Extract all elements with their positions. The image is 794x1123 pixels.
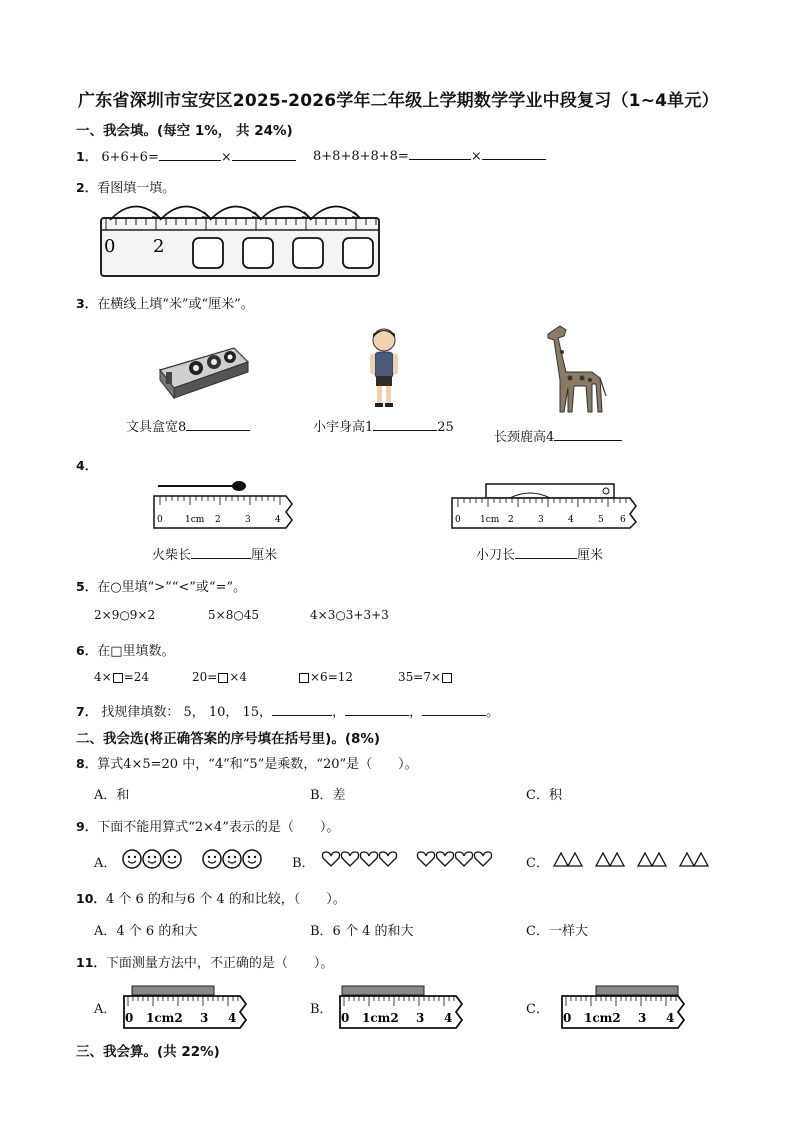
knife-ruler xyxy=(450,480,646,532)
number-line-ruler xyxy=(100,200,382,280)
section-heading-fill: 一、我会填。(每空 1%， 共 24%) xyxy=(76,123,293,139)
answer-blank[interactable] xyxy=(409,147,471,160)
option-a[interactable]: A． xyxy=(94,1002,117,1017)
answer-box[interactable] xyxy=(243,238,273,268)
section-heading-calc: 三、我会算。(共 22%) xyxy=(76,1044,220,1060)
option-b[interactable]: B． xyxy=(292,856,315,871)
question-9: 9．下面不能用算式“2×4”表示的是（ ）。 xyxy=(76,819,340,835)
heart-icon xyxy=(417,852,434,866)
triangle-icon xyxy=(638,853,652,866)
ruler-tick-label: 6 xyxy=(620,515,626,525)
option-b[interactable]: B． xyxy=(310,1002,333,1017)
heart-icon xyxy=(322,852,339,866)
measured-bar xyxy=(342,986,424,995)
smiley-face-icon xyxy=(143,850,161,868)
ruler-tick-label: 0 xyxy=(455,515,461,525)
answer-blank[interactable] xyxy=(554,428,622,441)
q4-item-knife: 小刀长 厘米 xyxy=(476,548,604,563)
smiley-face-icon xyxy=(123,850,141,868)
q3-item-pencilcase: 文具盒宽8 xyxy=(126,416,250,435)
question-10: 10．4 个 6 的和与6 个 4 的和比较，（ ）。 xyxy=(76,891,346,907)
answer-blank[interactable] xyxy=(482,147,546,160)
answer-box[interactable] xyxy=(113,673,123,683)
answer-blank[interactable] xyxy=(186,418,250,431)
match-ruler xyxy=(152,476,298,532)
answer-blank[interactable] xyxy=(345,703,409,716)
heart-icon xyxy=(436,852,453,866)
smiley-faces-group xyxy=(122,848,264,870)
answer-blank[interactable] xyxy=(373,418,437,431)
triangles-group xyxy=(552,850,712,868)
ruler-tick-label: 4 xyxy=(228,1011,237,1025)
ruler-tick-label: 3 xyxy=(638,1011,647,1025)
q4-item-match: 火柴长 厘米 xyxy=(152,548,278,563)
ruler-tick-label: 1cm xyxy=(185,515,205,525)
option-c[interactable]: C．一样大 xyxy=(526,924,588,939)
answer-box[interactable] xyxy=(299,673,309,683)
ruler-tick-label: 0 xyxy=(125,1011,134,1025)
ruler-tick-label: 1cm2 xyxy=(362,1011,399,1025)
ruler-tick-label: 4 xyxy=(666,1011,675,1025)
question-2: 2．看图填一填。 xyxy=(76,180,176,196)
q6-item: 35=7× xyxy=(398,670,453,684)
ruler-tick-label: 3 xyxy=(416,1011,425,1025)
triangle-icon xyxy=(652,853,666,866)
heart-icon xyxy=(341,852,358,866)
answer-box[interactable] xyxy=(218,673,228,683)
answer-blank[interactable] xyxy=(515,546,577,559)
question-3: 3．在横线上填“米”或“厘米”。 xyxy=(76,296,254,312)
ruler-tick-label: 3 xyxy=(245,515,251,525)
option-b[interactable]: B．差 xyxy=(310,788,346,803)
measure-ruler-a xyxy=(122,984,254,1030)
answer-blank[interactable] xyxy=(159,148,221,161)
option-c[interactable]: C． xyxy=(526,1002,549,1017)
smiley-face-icon xyxy=(203,850,221,868)
option-c[interactable]: C． xyxy=(526,856,549,871)
smiley-face-icon xyxy=(163,850,181,868)
ruler-tick-label: 3 xyxy=(538,515,544,525)
ruler-label-0: 0 xyxy=(104,236,116,257)
ruler-tick-label: 0 xyxy=(563,1011,572,1025)
ruler-tick-label: 1cm xyxy=(480,515,500,525)
measure-ruler-c xyxy=(560,984,692,1030)
ruler-tick-label: 2 xyxy=(215,515,221,525)
question-5: 5．在○里填“>”“<”或“=”。 xyxy=(76,579,247,595)
option-a[interactable]: A． xyxy=(94,856,117,871)
triangle-icon xyxy=(610,853,624,866)
smiley-face-icon xyxy=(223,850,241,868)
smiley-face-icon xyxy=(243,850,261,868)
answer-box[interactable] xyxy=(343,238,373,268)
ruler-tick-label: 4 xyxy=(568,515,574,525)
match-head xyxy=(232,481,246,491)
answer-blank[interactable] xyxy=(191,546,251,559)
question-1: 1． 6+6+6= × xyxy=(76,147,296,165)
q3-item-boy: 小宇身高1 25 xyxy=(313,420,454,435)
triangle-icon xyxy=(680,853,694,866)
ruler-tick-label: 0 xyxy=(341,1011,350,1025)
ruler-label-2: 2 xyxy=(153,236,165,257)
q5-item[interactable]: 2×9○9×2 xyxy=(94,608,156,622)
ruler-tick-label: 5 xyxy=(598,515,604,525)
heart-icon xyxy=(455,852,472,866)
q5-item[interactable]: 4×3○3+3+3 xyxy=(310,608,389,622)
measured-bar xyxy=(132,986,214,995)
q6-item: 20= ×4 xyxy=(192,670,248,684)
measure-ruler-b xyxy=(338,984,470,1030)
triangle-icon xyxy=(568,853,582,866)
ruler-tick-label: 0 xyxy=(157,515,163,525)
giraffe-image xyxy=(540,322,610,414)
ruler-tick-label: 1cm2 xyxy=(584,1011,621,1025)
q6-item: 4× =24 xyxy=(94,670,150,684)
triangle-icon xyxy=(694,853,708,866)
q5-item[interactable]: 5×8○45 xyxy=(208,608,260,622)
triangle-icon xyxy=(596,853,610,866)
knife-blade xyxy=(486,484,614,498)
ruler-tick-label: 3 xyxy=(200,1011,209,1025)
question-11: 11．下面测量方法中，不正确的是（ ）。 xyxy=(76,955,334,971)
ruler-tick-label: 4 xyxy=(275,515,281,525)
pencil-case-image xyxy=(156,340,252,400)
question-8: 8．算式4×5=20 中，“4”和“5”是乘数，“20”是（ ）。 xyxy=(76,756,418,772)
heart-icon xyxy=(360,852,377,866)
answer-box[interactable] xyxy=(193,238,223,268)
answer-box[interactable] xyxy=(442,673,452,683)
answer-blank[interactable] xyxy=(232,148,296,161)
boy-image xyxy=(366,326,402,410)
heart-icon xyxy=(474,852,491,866)
section-heading-choose: 二、我会选(将正确答案的序号填在括号里)。(8%) xyxy=(76,731,381,747)
answer-blank[interactable] xyxy=(272,703,332,716)
page-title: 广东省深圳市宝安区2025-2026学年二年级上学期数学学业中段复习（1~4单元） xyxy=(78,91,719,111)
ruler-tick-label: 4 xyxy=(444,1011,453,1025)
ruler-tick-label: 2 xyxy=(508,515,514,525)
hearts-group xyxy=(320,850,496,868)
option-a[interactable]: A．4 个 6 的和大 xyxy=(94,924,198,939)
q6-item: ×6=12 xyxy=(298,670,353,684)
question-1b: 8+8+8+8+8= × xyxy=(313,147,546,164)
question-4: 4． xyxy=(76,458,98,473)
answer-box[interactable] xyxy=(293,238,323,268)
question-6: 6．在□里填数。 xyxy=(76,643,175,659)
question-7: 7． 找规律填数： 5， 10， 15， ， ， 。 xyxy=(76,704,500,720)
answer-blank[interactable] xyxy=(422,703,486,716)
heart-icon xyxy=(379,852,396,866)
measured-bar xyxy=(596,986,678,995)
triangle-icon xyxy=(554,853,568,866)
q3-item-giraffe: 长颈鹿高4 xyxy=(494,426,622,445)
option-b[interactable]: B．6 个 4 的和大 xyxy=(310,924,414,939)
ruler-tick-label: 1cm2 xyxy=(146,1011,183,1025)
option-a[interactable]: A．和 xyxy=(94,788,130,803)
option-c[interactable]: C．积 xyxy=(526,788,562,803)
